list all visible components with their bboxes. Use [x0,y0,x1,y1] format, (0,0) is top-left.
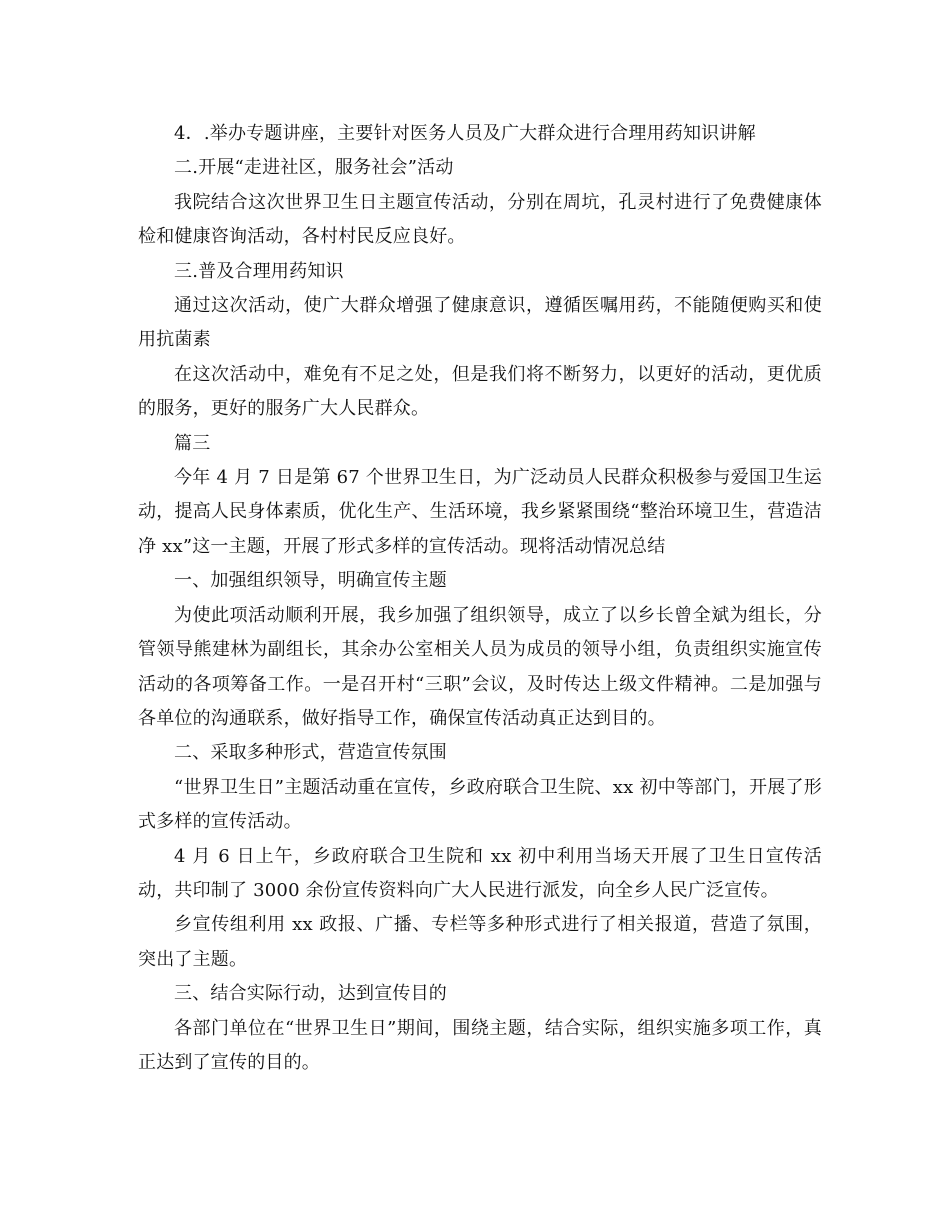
paragraph-health-checkup: 我院结合这次世界卫生日主题宣传活动，分别在周坑，孔灵村进行了免费健康体检和健康咨询活动，各村村民反应良好。 [138,191,822,248]
paragraph-leadership-group: 为使此项活动顺利开展，我乡加强了组织领导，成立了以乡长曾全斌为组长，分管领导熊建林为副组长，其余办公室相关人员为成员的领导小组，负责组织实施宣传活动的各项筹备工作。一是召开村“三职”会议，及时传达上级文件精神。二是加强与各单位的沟通联系，做好指导工作，确保宣传活动真正达到目的。 [138,604,822,729]
heading-community-activity: 二.开展“走进社区，服务社会”活动 [174,157,454,179]
paragraph-lecture-item: 4．.举办专题讲座，主要针对医务人员及广大群众进行合理用药知识讲解 [174,123,756,144]
paragraph-health-awareness: 通过这次活动，使广大群众增强了健康意识，遵循医嘱用药，不能随便购买和使用抗菌素 [138,295,822,351]
heading-rational-drug-use: 三.普及合理用药知识 [174,260,344,282]
paragraph-departmental-work: 各部门单位在“世界卫生日”期间，围绕主题，结合实际，组织实施多项工作，真正达到了宣传的目的。 [138,1017,822,1073]
heading-practical-action: 三、结合实际行动，达到宣传目的 [174,983,447,1005]
section-title-part-three: 篇三 [174,432,211,454]
paragraph-april-sixth-event: 4 月 6 日上午，乡政府联合卫生院和 xx 初中利用当场天开展了卫生日宣传活动，共印制了 3000 余份宣传资料向广大人民进行派发，向全乡人民广泛宣传。 [138,845,822,901]
document-body [138,117,822,1080]
paragraph-improvement: 在这次活动中，难免有不足之处，但是我们将不断努力，以更好的活动，更优质的服务，更好的服务广大人民群众。 [138,363,822,420]
heading-publicity-forms: 二、采取多种形式，营造宣传氛围 [174,742,447,764]
heading-organization-leadership: 一、加强组织领导，明确宣传主题 [174,570,447,592]
paragraph-world-health-day-intro: 今年 4 月 7 日是第 67 个世界卫生日，为广泛动员人民群众积极参与爱国卫生运动，提高人民身体素质，优化生产、生活环境，我乡紧紧围绕“整治环境卫生，营造洁净 xx”这一主题，开展了形式多样的宣传活动。现将活动情况总结 [138,467,822,557]
paragraph-themed-activity: “世界卫生日”主题活动重在宣传，乡政府联合卫生院、xx 初中等部门，开展了形式多样的宣传活动。 [138,776,822,833]
paragraph-media-reports: 乡宣传组利用 xx 政报、广播、专栏等多种形式进行了相关报道，营造了氛围，突出了主题。 [138,914,822,970]
